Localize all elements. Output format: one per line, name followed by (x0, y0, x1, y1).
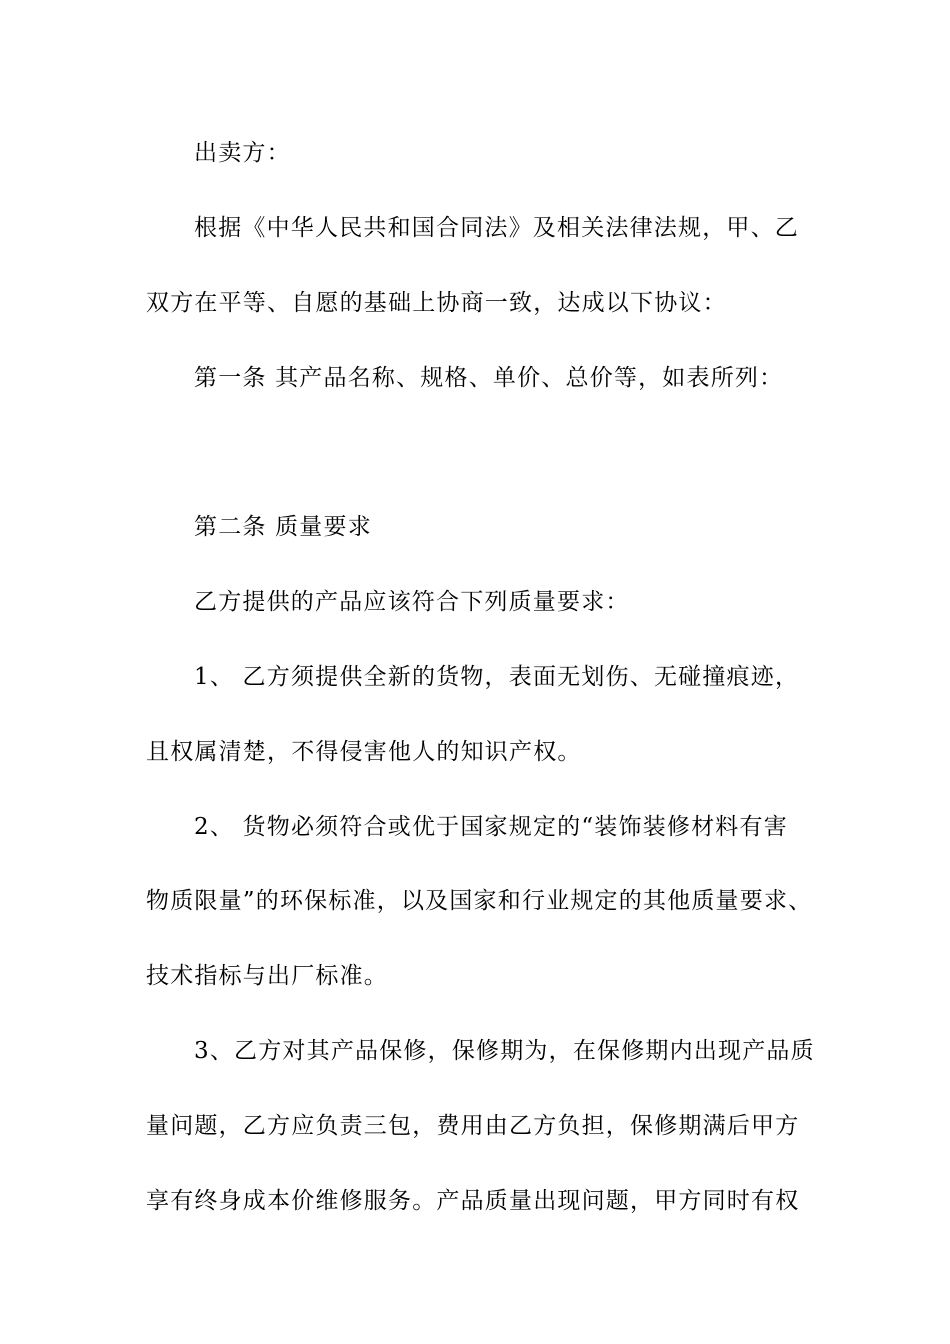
item-2-line-3: 技术指标与出厂标准。 (146, 963, 388, 989)
item-3-line-2: 量问题，乙方应负责三包，费用由乙方负担，保修期满后甲方 (146, 1113, 800, 1139)
item-1-line-1: 1、 乙方须提供全新的货物，表面无划伤、无碰撞痕迹， (194, 664, 800, 690)
item-2-line-2: 物质限量”的环保标准，以及国家和行业规定的其他质量要求、 (146, 888, 813, 914)
quality-intro: 乙方提供的产品应该符合下列质量要求： (194, 589, 630, 615)
seller-label: 出卖方： (194, 140, 291, 166)
item-2-line-1: 2、 货物必须符合或优于国家规定的“装饰装修材料有害 (194, 814, 788, 840)
preamble-line-2: 双方在平等、自愿的基础上协商一致，达成以下协议： (146, 290, 727, 316)
item-1-line-2: 且权属清楚，不得侵害他人的知识产权。 (146, 739, 582, 765)
item-3-line-1: 3、乙方对其产品保修，保修期为，在保修期内出现产品质 (194, 1038, 815, 1064)
item-3-line-3: 享有终身成本价维修服务。产品质量出现问题，甲方同时有权 (146, 1188, 800, 1214)
article-1-heading: 第一条 其产品名称、规格、单价、总价等，如表所列： (194, 365, 784, 391)
preamble-line-1: 根据《中华人民共和国合同法》及相关法律法规，甲、乙 (194, 215, 799, 241)
article-2-heading: 第二条 质量要求 (194, 514, 372, 540)
